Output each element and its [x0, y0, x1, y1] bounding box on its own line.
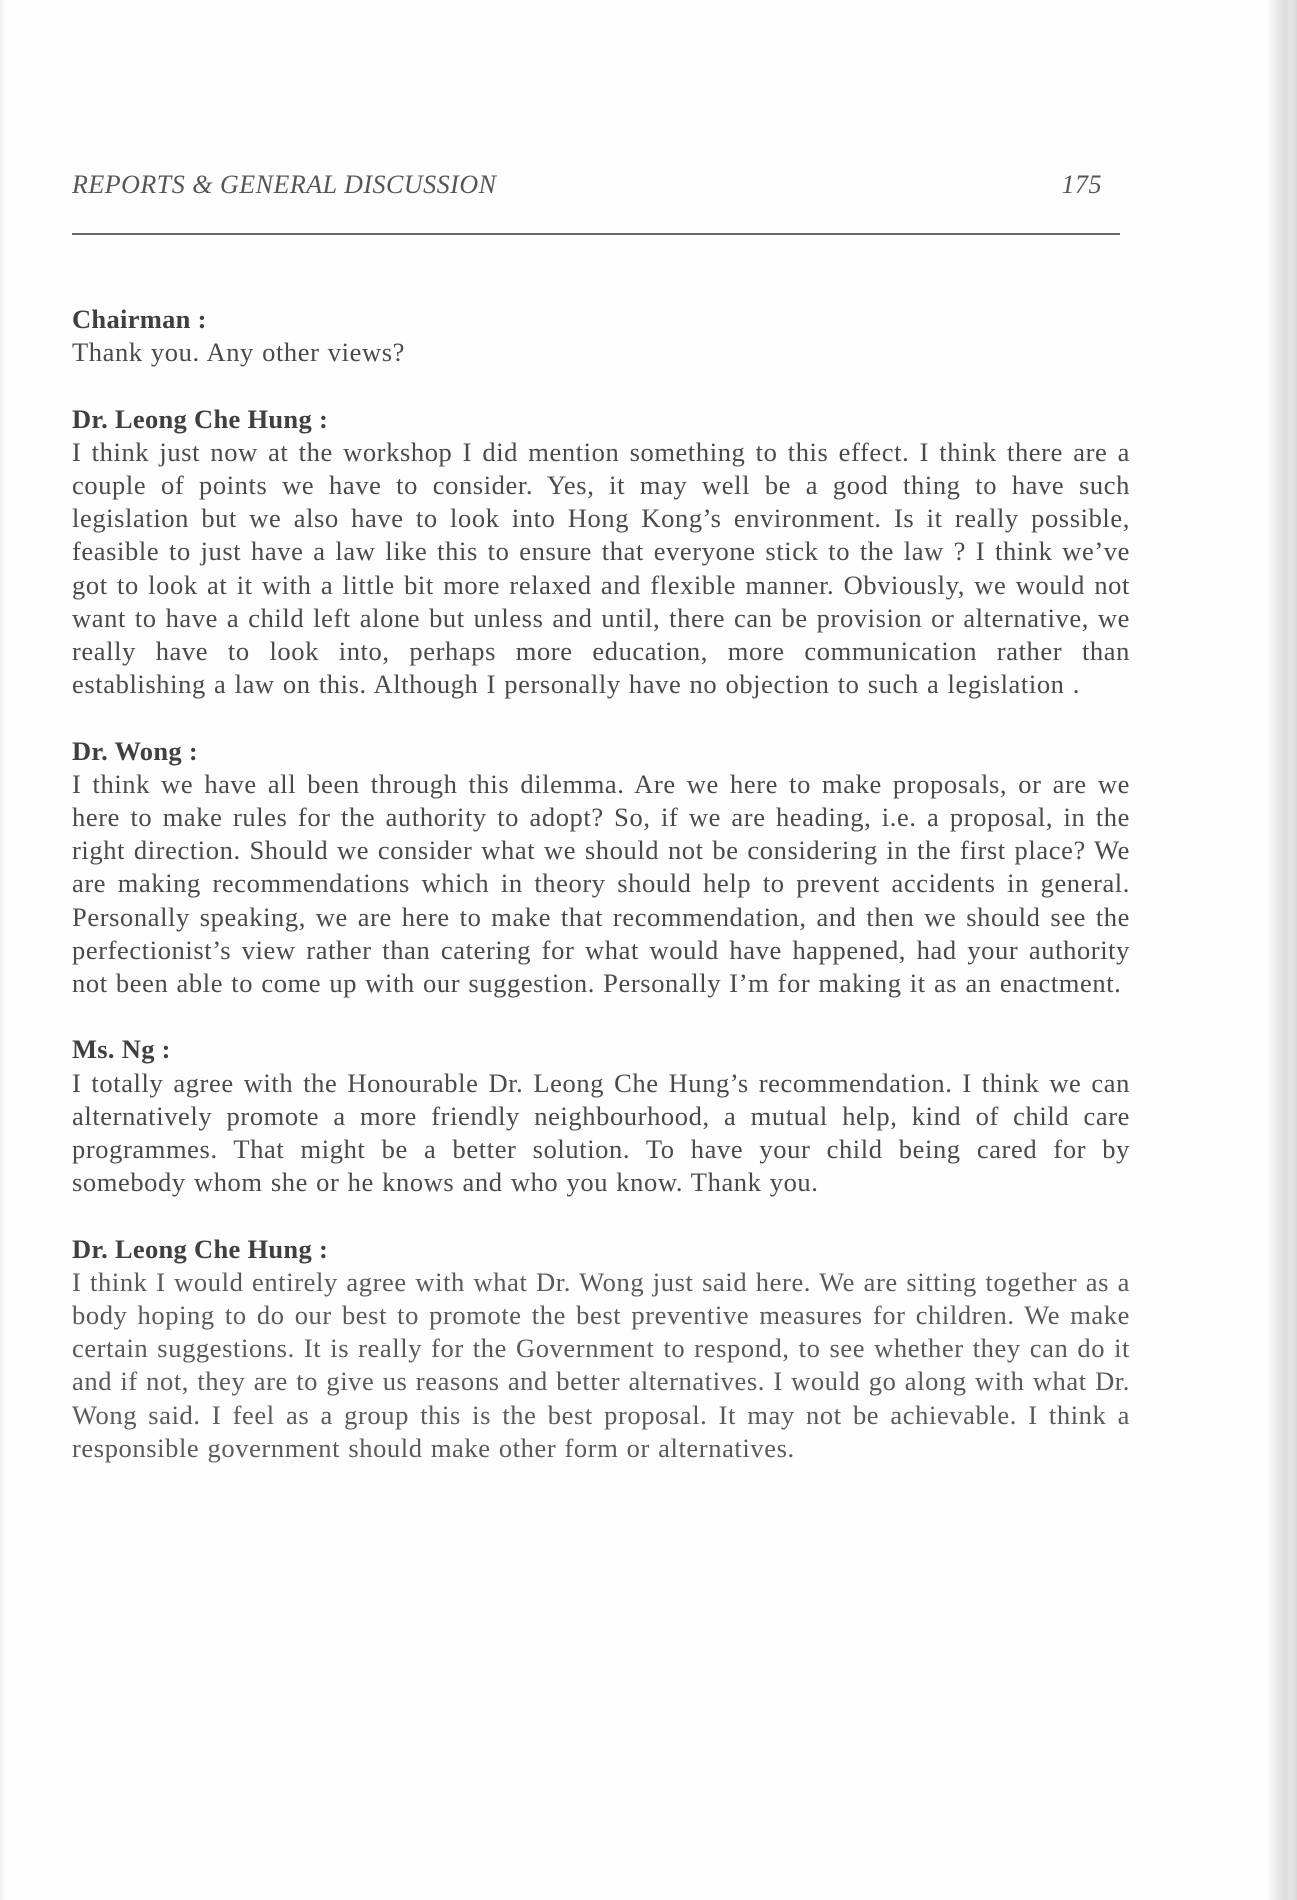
header-rule [72, 233, 1120, 235]
transcript-entry-dr-wong [72, 735, 1130, 1001]
speech-text: I think we have all been through this dilemma. Are we here to make proposals, or are we here to make rules for the authority to adopt? So, if we are heading, i.e. a proposal, in the right direction. Should we consider what we should not be considering in the first place? We are making recommendations which in theory should help to prevent accidents in general. Personally speaking, we are here to make that recommendation, and then we should see the perfectionist’s view rather than catering for what would have happened, had your authority not been able to come up with our suggestion. Personally I’m for making it as an enactment. [72, 768, 1130, 999]
speech-text: I totally agree with the Honourable Dr. Leong Che Hung’s recommendation. I think we can alternatively promote a more friendly neighbourhood, a mutual help, kind of child care programmes. That might be a better solution. To have your child being cared for by somebody whom she or he knows and who you know. Thank you. [72, 1067, 1130, 1198]
speaker-name: Dr. Wong : [72, 735, 198, 766]
page-number: 175 [1061, 170, 1102, 199]
binding-shadow [1267, 0, 1297, 1900]
speech-text: I think just now at the workshop I did mention something to this effect. I think there are a couple of points we have to consider. Yes, it may well be a good thing to have such legislation but we also have to look into Hong Kong’s environment. Is it really possible, feasible to just have a law like this to ensure that everyone stick to the law ? I think we’ve got to look at it with a little bit more relaxed and flexible manner. Obviously, we would not want to have a child left alone but unless and until, there can be provision or alternative, we really have to look into, perhaps more education, more communication rather than establishing a law on this. Although I personally have no objection to such a legislation . [72, 436, 1130, 700]
speaker-name: Dr. Leong Che Hung : [72, 1233, 329, 1264]
transcript-entry-dr-leong-1 [72, 403, 1130, 702]
speaker-name: Chairman : [72, 304, 207, 334]
page-left-edge [0, 0, 6, 1900]
speaker-name: Dr. Leong Che Hung : [72, 403, 329, 434]
transcript-entry-ms-ng [72, 1033, 1130, 1199]
transcript-entry-chairman [72, 303, 1130, 369]
speech-text: I think I would entirely agree with what Dr. Wong just said here. We are sitting together as a body hoping to do our best to promote the best preventive measures for children. We make certain suggestions. It is really for the Government to respond, to see whether they can do it and if not, they are to give us reasons and better alternatives. I would go along with what Dr. Wong said. I feel as a group this is the best proposal. It may not be achievable. I think a responsible government should make other form or alternatives. [72, 1266, 1130, 1463]
speaker-name: Ms. Ng : [72, 1034, 171, 1065]
transcript-entry-dr-leong-2 [72, 1233, 1130, 1465]
running-head-title: REPORTS & GENERAL DISCUSSION [72, 170, 497, 199]
transcript-body [72, 303, 1130, 1498]
speech-text: Thank you. Any other views? [72, 337, 405, 368]
running-head [72, 170, 1102, 204]
